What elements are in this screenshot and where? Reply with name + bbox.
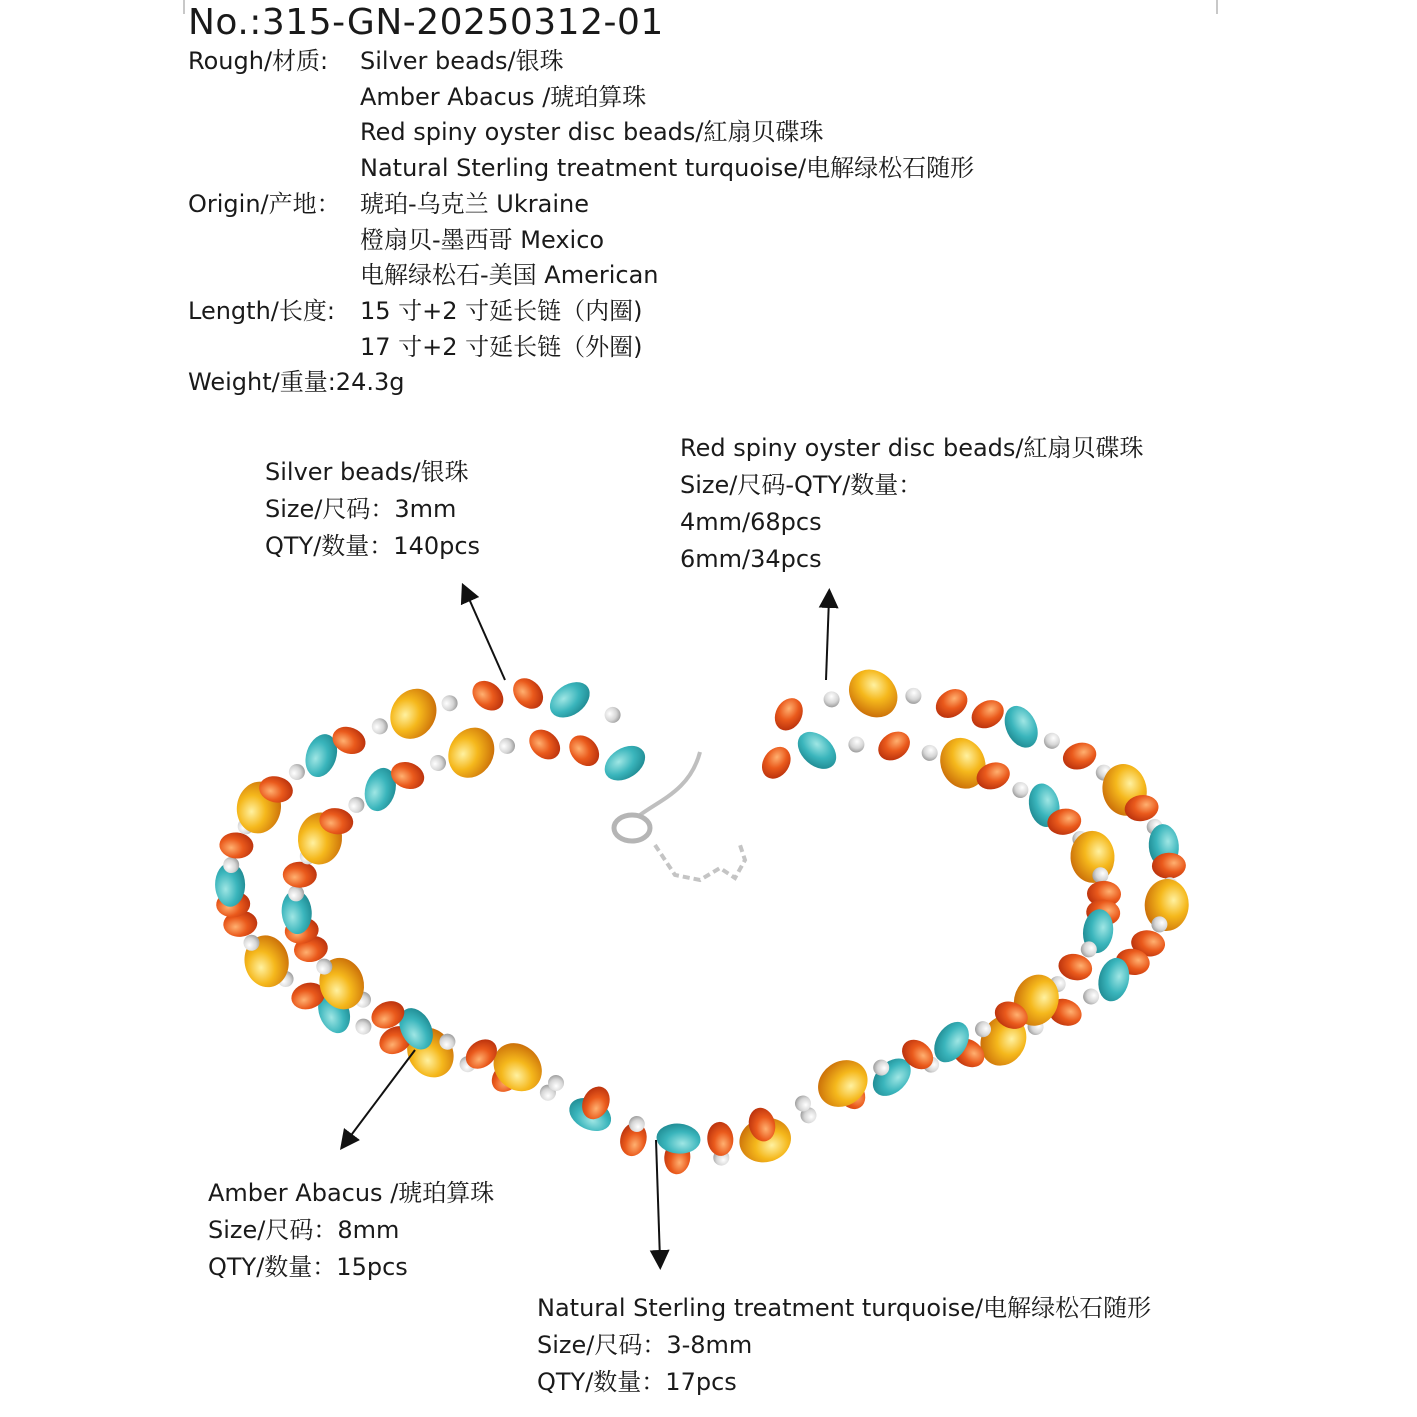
turquoise-bead [543,675,596,725]
origin-value-turquoise: 电解绿松石-美国 American [360,261,659,290]
clasp-ring [614,815,650,841]
spiny-oyster-bead [873,726,916,767]
rough-value-turquoise: Natural Sterling treatment turquoise/电解绿松石随形 [360,154,975,183]
product-number-title: No.:315-GN-20250312-01 [188,2,664,43]
silver-bead [438,692,460,714]
turquoise-bead [998,700,1044,753]
callout-spiny-name: Red spiny oyster disc beads/紅扇贝碟珠 [680,434,1144,462]
callout-spiny [680,430,1144,578]
origin-label: Origin/产地： [188,189,341,218]
rough-value-silver: Silver beads/银珠 [360,47,564,75]
silver-bead [820,688,842,710]
turquoise-bead [655,1122,701,1156]
callout-turquoise-name: Natural Sterling treatment turquoise/电解绿松石随形 [537,1294,1152,1322]
callout-silver-qty: QTY/数量：140pcs [265,532,481,560]
spiny-oyster-bead [1059,738,1099,773]
silver-bead [496,735,518,757]
callout-amber-size: Size/尺码：8mm [208,1216,400,1244]
turquoise-bead [791,725,844,777]
silver-bead [1081,987,1101,1007]
weight-label: Weight/重量: [188,368,336,397]
silver-bead [369,716,390,737]
callout-spiny-line-1: 4mm/68pcs [680,508,822,536]
spiny-oyster-bead [706,1121,735,1157]
amber-bead [439,719,503,786]
spiny-oyster-bead [930,683,973,724]
spiny-oyster-bead [218,831,254,859]
weight-value: 24.3g [335,368,405,397]
length-value-inner: 15 寸+2 寸延长链（内圈) [360,296,643,325]
callout-turquoise-qty: QTY/数量：17pcs [537,1368,737,1396]
silver-bead [919,742,941,764]
silver-bead [287,762,307,782]
spiny-oyster-bead [507,672,549,715]
callout-silver-name: Silver beads/银珠 [265,458,469,486]
spiny-oyster-bead [467,675,510,717]
callout-spiny-line-2: 6mm/34pcs [680,545,822,573]
arrow-spiny [826,598,829,680]
callout-amber-name: Amber Abacus /琥珀算珠 [208,1179,495,1207]
arrow-turquoise [656,1140,660,1260]
callout-spiny-size-qty-label: Size/尺码-QTY/数量： [680,471,923,499]
amber-bead [809,1051,877,1117]
callout-silver-size: Size/尺码：3mm [265,495,457,523]
silver-bead [1042,730,1063,751]
silver-bead [427,752,448,773]
turquoise-bead [598,739,651,788]
silver-bead [347,795,366,814]
callout-turquoise-size: Size/尺码：3-8mm [537,1331,753,1359]
arrow-silver [466,592,505,680]
length-label: Length/长度: [188,296,335,325]
callout-amber [208,1175,494,1286]
spiny-oyster-bead [769,693,808,735]
rough-value-spiny: Red spiny oyster disc beads/紅扇贝碟珠 [360,118,824,147]
spiny-oyster-bead [756,741,796,784]
spiny-oyster-bead [563,729,605,772]
silver-bead [1011,780,1031,800]
callout-turquoise [537,1290,1151,1401]
silver-bead [602,704,624,726]
length-value-outer: 17 寸+2 寸延长链（外圈) [360,332,643,361]
spiny-oyster-bead [283,861,317,887]
callout-silver [265,454,480,565]
spiny-oyster-bead [966,694,1008,734]
silver-bead [845,733,868,756]
necklace-beads [215,660,1190,1176]
amber-bead [839,660,907,728]
callout-amber-qty: QTY/数量：15pcs [208,1253,408,1281]
spiny-oyster-bead [523,724,566,766]
arrow-amber [346,1050,415,1142]
silver-bead [902,685,925,708]
rough-value-amber: Amber Abacus /琥珀算珠 [360,82,647,111]
silver-bead [353,1016,374,1037]
origin-value-amber: 琥珀-乌克兰 Ukraine [360,189,589,218]
extension-chain [655,845,745,880]
rough-label: Rough/材质: [188,47,329,75]
amber-bead [381,680,445,747]
origin-value-spiny: 橙扇贝-墨西哥 Mexico [360,225,605,254]
